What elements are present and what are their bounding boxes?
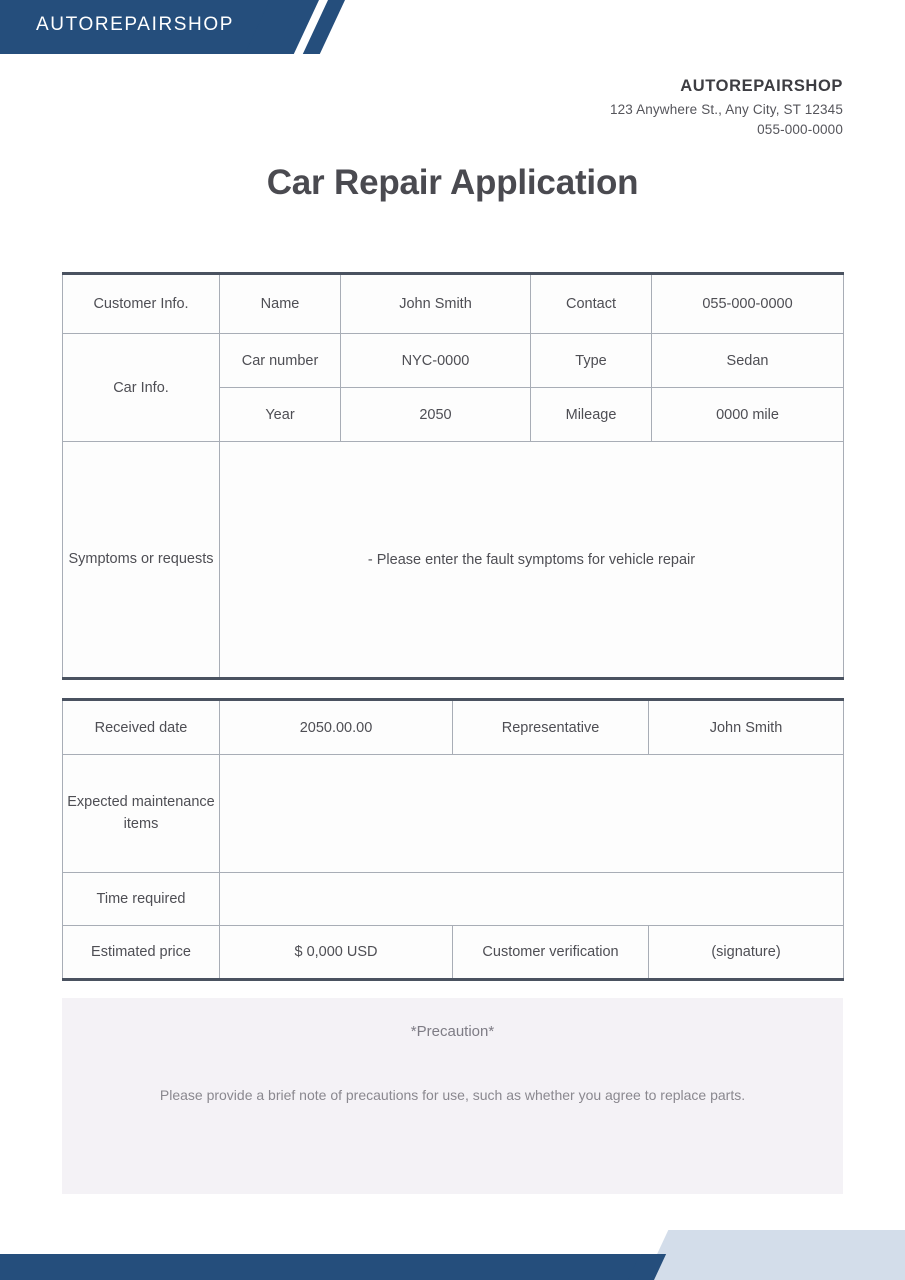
contact-value[interactable]: 055-000-0000 [652, 274, 844, 334]
footer-bar [0, 1254, 640, 1280]
time-required-value[interactable] [220, 873, 844, 926]
service-details-table [62, 698, 843, 981]
time-required-label: Time required [63, 873, 220, 926]
year-value[interactable]: 2050 [341, 388, 531, 442]
type-label: Type [531, 334, 652, 388]
table-row [63, 442, 844, 679]
company-phone: 055-000-0000 [757, 122, 843, 138]
precaution-body: Please provide a brief note of precautions for use, such as whether you agree to replace parts. [159, 1087, 746, 1103]
table-row [63, 873, 844, 926]
customer-info-label: Customer Info. [63, 274, 220, 334]
customer-verification-label: Customer verification [453, 926, 649, 980]
car-number-label: Car number [220, 334, 341, 388]
year-label: Year [220, 388, 341, 442]
precaution-box [62, 998, 843, 1194]
customer-car-info-table [62, 272, 843, 680]
symptoms-label: Symptoms or requests [63, 442, 220, 679]
representative-label: Representative [453, 700, 649, 755]
name-value[interactable]: John Smith [341, 274, 531, 334]
mileage-value[interactable]: 0000 mile [652, 388, 844, 442]
mileage-label: Mileage [531, 388, 652, 442]
received-date-value[interactable]: 2050.00.00 [220, 700, 453, 755]
symptoms-value[interactable]: - Please enter the fault symptoms for vehicle repair [220, 442, 844, 679]
type-value[interactable]: Sedan [652, 334, 844, 388]
company-name: AUTOREPAIRSHOP [680, 77, 843, 95]
page-title: Car Repair Application [266, 163, 639, 202]
table-row [63, 755, 844, 873]
footer-accent-shape [645, 1230, 905, 1280]
company-address: 123 Anywhere St., Any City, ST 12345 [609, 101, 843, 117]
expected-maintenance-items-label: Expected maintenance items [63, 755, 220, 873]
brand-title: AUTOREPAIRSHOP [36, 14, 235, 35]
car-number-value[interactable]: NYC-0000 [341, 334, 531, 388]
representative-value[interactable]: John Smith [649, 700, 844, 755]
estimated-price-label: Estimated price [63, 926, 220, 980]
precaution-title: *Precaution* [410, 1023, 495, 1040]
company-contact-block [610, 74, 843, 141]
car-info-label: Car Info. [63, 334, 220, 442]
table-row [63, 700, 844, 755]
table-row [63, 274, 844, 334]
contact-label: Contact [531, 274, 652, 334]
estimated-price-value[interactable]: $ 0,000 USD [220, 926, 453, 980]
received-date-label: Received date [63, 700, 220, 755]
table-row [63, 926, 844, 980]
customer-verification-value[interactable]: (signature) [649, 926, 844, 980]
expected-maintenance-items-value[interactable] [220, 755, 844, 873]
name-label: Name [220, 274, 341, 334]
table-row [63, 334, 844, 388]
